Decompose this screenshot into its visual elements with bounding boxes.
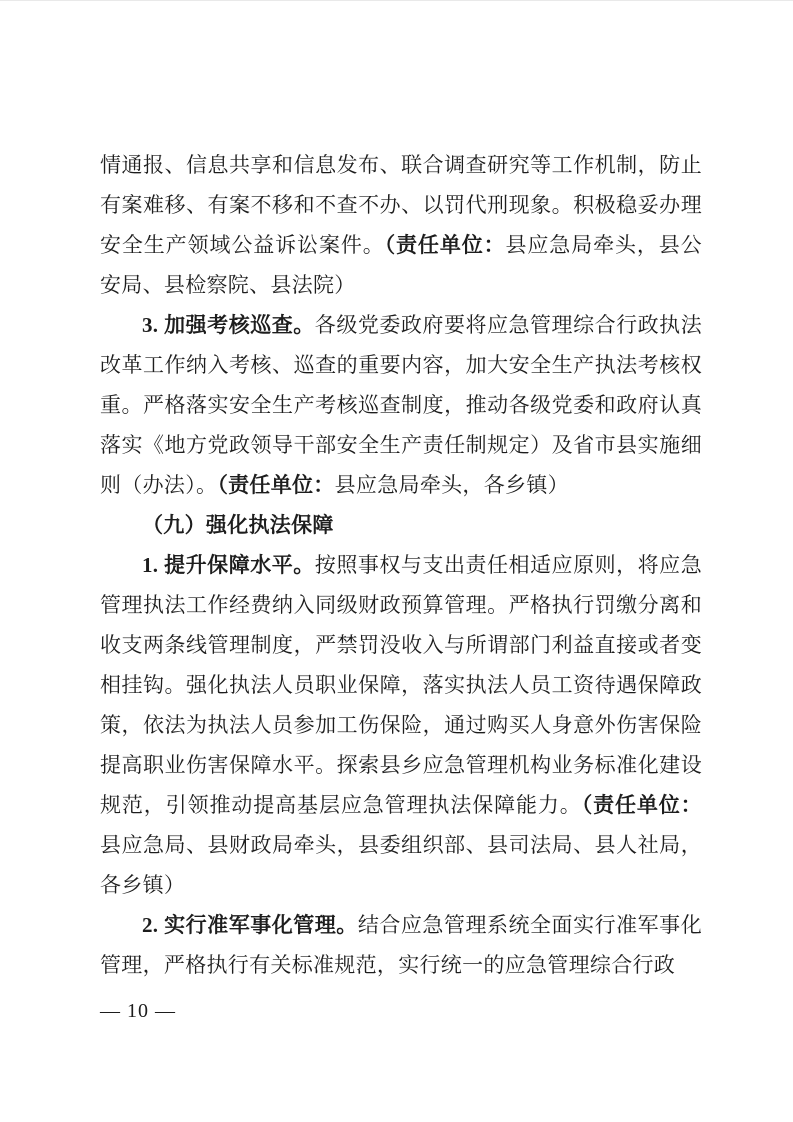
body-text-run: 按照事权与支出责任相适应原则，将应急管理执法工作经费纳入同级财政预算管理。严格执行罚缴分离和收支两条线管理制度，严禁罚没收入与所谓部门利益直接或者变相挂钩。强化执法人员职业保障，落实执法人员工资待遇保障政策，依法为执法人员参加工伤保险，通过购买人身意外伤害保险提高职业伤害保障水平。探索县乡应急管理机构业务标准化建设规范，引领推动提高基层应急管理执法保障能力。	[100, 553, 702, 817]
responsible-unit-label: （责任单位：	[581, 793, 702, 817]
body-text-run: 情通报、信息共享和信息发布、联合调查研究等工作机制，防止有案难移、有案不移和不查不办、以罚代刑现象。积极稳妥办理安全生产领域公益诉讼案件。	[100, 153, 702, 257]
responsible-unit-value: 县应急局、县财政局牵头，县委组织部、县司法局、县人社局，各乡镇）	[100, 833, 702, 897]
item-3-runin-heading: 3. 加强考核巡查。	[142, 313, 315, 337]
item-2-runin-heading: 2. 实行准军事化管理。	[142, 913, 358, 937]
responsible-unit-value: 县应急局牵头，县公安局、县检察院、县法院）	[100, 233, 702, 297]
responsible-unit-label: （责任单位：	[217, 473, 335, 497]
responsible-unit-value: 县应急局牵头，各乡镇）	[334, 473, 569, 497]
paragraph-item-2	[100, 905, 702, 985]
page-number: — 10 —	[100, 1000, 176, 1022]
item-1-runin-heading: 1. 提升保障水平。	[142, 553, 315, 577]
body-text-run: 各级党委政府要将应急管理综合行政执法改革工作纳入考核、巡查的重要内容，加大安全生产执法考核权重。严格落实安全生产考核巡查制度，推动各级党委和政府认真落实《地方党政领导干部安全生产责任制规定）及省市县实施细则（办法）。	[100, 313, 702, 497]
body-text-run: 结合应急管理系统全面实行准军事化管理，严格执行有关标准规范，实行统一的应急管理综合行政	[100, 913, 702, 977]
responsible-unit-label: （责任单位：	[384, 233, 506, 257]
paragraph-item-3	[100, 305, 702, 505]
document-body	[100, 145, 702, 985]
paragraph-continued	[100, 145, 702, 305]
section-heading-9: （九）强化执法保障	[142, 513, 334, 537]
paragraph-item-1	[100, 545, 702, 905]
